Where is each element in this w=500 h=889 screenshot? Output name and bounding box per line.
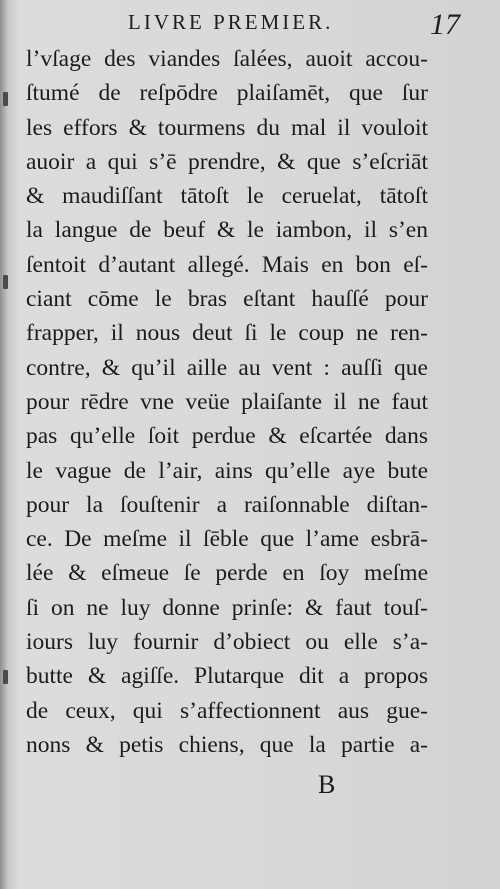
gutter-binding-marks <box>0 80 16 720</box>
signature-mark: B <box>318 770 336 799</box>
text-line: de ceux, qui s’affectionnent aus gue- <box>26 697 428 724</box>
text-line: pour rēdre vne veüe plaiſante il ne faut <box>26 388 428 415</box>
text-line: butte & agiſſe. Plutarque dit a propos <box>26 663 428 690</box>
binding-mark <box>3 670 8 684</box>
text-line: lée & eſmeue ſe perde en ſoy meſme <box>26 560 428 587</box>
binding-mark <box>3 275 8 289</box>
text-line: nons & petis chiens, que la partie a- <box>26 731 428 758</box>
text-line: iours luy fournir d’obiect ou elle s’a- <box>26 629 428 656</box>
text-line: pour la ſouſtenir a raiſonnable diſtan- <box>26 491 428 518</box>
text-line: pas qu’elle ſoit perdue & eſcartée dans <box>26 423 428 450</box>
running-title: LIVRE PREMIER. <box>128 10 334 34</box>
text-line: & maudiſſant tātoſt le ceruelat, tātoſt <box>26 183 428 210</box>
text-line: ce. De meſme il ſēble que l’ame esbrā- <box>26 526 428 553</box>
text-line: les effors & tourmens du mal il vouloit <box>26 114 428 141</box>
text-line: auoir a qui s’ē prendre, & que s’eſcriāt <box>26 148 428 175</box>
text-line: ciant cōme le bras eſtant hauſſé pour <box>26 286 428 313</box>
text-line: frapper, il nous deut ſi le coup ne ren- <box>26 320 428 347</box>
running-head <box>40 10 460 44</box>
text-line: ſtumé de reſpōdre plaiſamēt, que ſur <box>26 80 428 107</box>
text-line: le vague de l’air, ains qu’elle aye bute <box>26 457 428 484</box>
text-line: contre, & qu’il aille au vent : auſſi que <box>26 354 428 381</box>
text-line: ſentoit d’autant allegé. Mais en bon eſ- <box>26 251 428 278</box>
page-number: 17 <box>430 8 460 41</box>
text-block <box>26 42 428 762</box>
text-line: l’vſage des viandes ſalées, auoit accou- <box>26 46 428 72</box>
binding-mark <box>3 92 8 106</box>
text-line: ſi on ne luy donne prinſe: & faut touſ- <box>26 594 428 621</box>
text-line: la langue de beuf & le iambon, il s’en <box>26 217 428 244</box>
